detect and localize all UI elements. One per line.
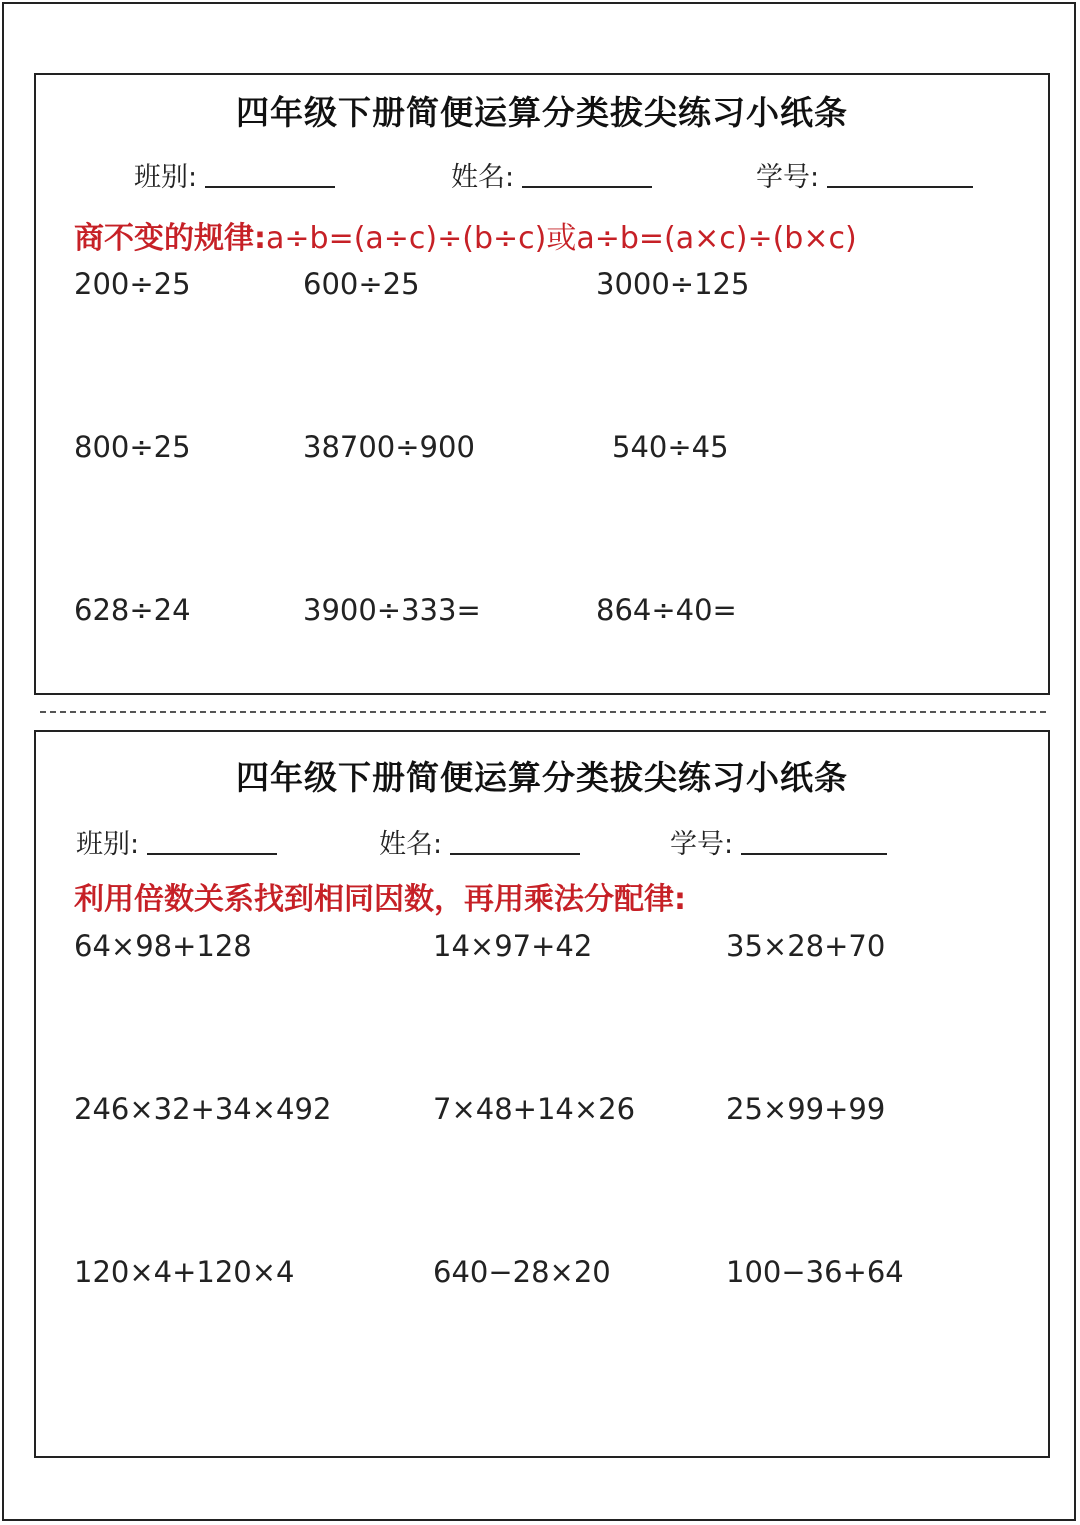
problem: 864÷40= xyxy=(596,593,737,627)
class-field xyxy=(134,155,335,194)
problem: 640−28×20 xyxy=(433,1255,611,1289)
problem: 200÷25 xyxy=(74,267,191,301)
class-blank[interactable] xyxy=(147,852,277,855)
problem: 600÷25 xyxy=(303,267,420,301)
name-field xyxy=(451,155,652,194)
problem: 38700÷900 xyxy=(303,430,475,464)
class-blank[interactable] xyxy=(205,185,335,188)
name-label: 姓名: xyxy=(379,829,443,860)
problem: 7×48+14×26 xyxy=(433,1092,636,1126)
rule-heading: 商不变的规律: xyxy=(74,221,266,256)
class-field xyxy=(76,822,277,861)
class-label: 班别: xyxy=(76,829,140,860)
rule-heading: 利用倍数关系找到相同因数，再用乘法分配律: xyxy=(74,882,686,917)
name-blank[interactable] xyxy=(522,185,652,188)
problem: 35×28+70 xyxy=(726,929,886,963)
number-field xyxy=(756,155,973,194)
rule-formula: a÷b=(a÷c)÷(b÷c)或a÷b=(a×c)÷(b×c) xyxy=(266,221,857,256)
problem: 14×97+42 xyxy=(433,929,593,963)
problem: 246×32+34×492 xyxy=(74,1092,332,1126)
problem: 3000÷125 xyxy=(596,267,750,301)
problem: 120×4+120×4 xyxy=(74,1255,295,1289)
problem: 540÷45 xyxy=(612,430,729,464)
problem: 64×98+128 xyxy=(74,929,252,963)
rule-text xyxy=(74,874,686,918)
problem: 3900÷333= xyxy=(303,593,481,627)
number-blank[interactable] xyxy=(741,852,887,855)
strip-title: 四年级下册简便运算分类拔尖练习小纸条 xyxy=(236,93,848,132)
name-label: 姓名: xyxy=(451,162,515,193)
problem: 800÷25 xyxy=(74,430,191,464)
number-label: 学号: xyxy=(670,829,734,860)
name-field xyxy=(379,822,580,861)
class-label: 班别: xyxy=(134,162,198,193)
number-blank[interactable] xyxy=(827,185,973,188)
name-blank[interactable] xyxy=(450,852,580,855)
problem: 100−36+64 xyxy=(726,1255,904,1289)
problem: 25×99+99 xyxy=(726,1092,886,1126)
cut-line xyxy=(40,711,1046,713)
worksheet-strip-1 xyxy=(34,73,1050,695)
problem: 628÷24 xyxy=(74,593,191,627)
rule-text xyxy=(74,213,857,257)
strip-title: 四年级下册简便运算分类拔尖练习小纸条 xyxy=(236,758,848,797)
number-label: 学号: xyxy=(756,162,820,193)
worksheet-strip-2 xyxy=(34,730,1050,1458)
number-field xyxy=(670,822,887,861)
